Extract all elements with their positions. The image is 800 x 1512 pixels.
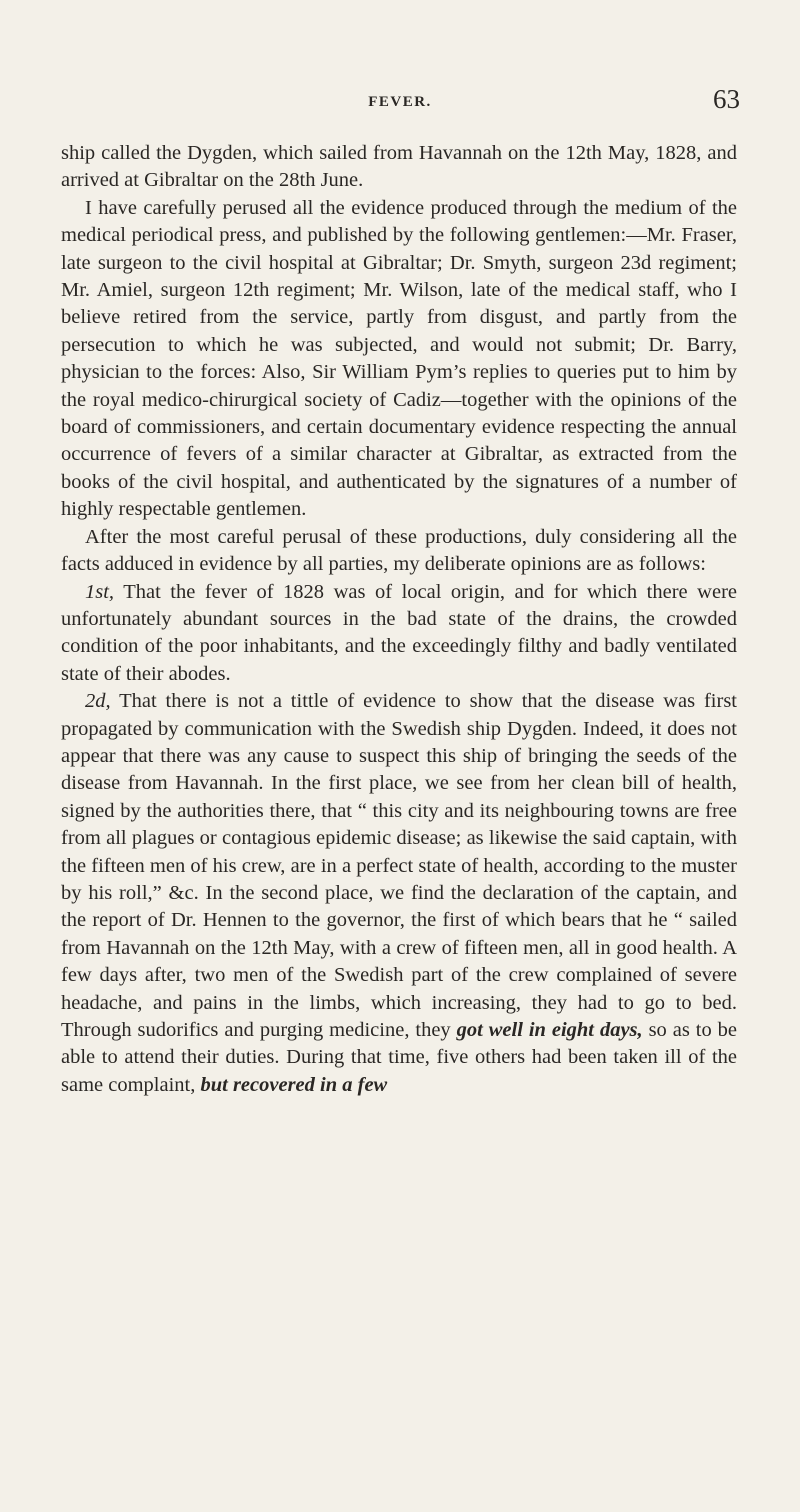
running-title: FEVER.	[368, 94, 432, 110]
paragraph	[61, 140, 737, 195]
emphasis-text: got well in eight days,	[456, 1019, 643, 1041]
paragraph-text: ship called the Dygden, which sailed from Havannah on the 12th May, 1828, and arrived at Gibraltar on the 28th June.	[61, 142, 737, 192]
paragraph-text: I have carefully perused all the evidence produced through the medium of the medical periodical press, and published by the following gentlemen:—Mr. Fraser, late surgeon to the civil hospital at Gibraltar; Dr. Smyth, surgeon 23d regiment; Mr. Amiel, surgeon 12th regiment; Mr. Wilson, late of the medical staff, who I believe retired from the service, partly from disgust, and partly from the persecution to which he was subjected, and would not submit; Dr. Barry, physician to the forces: Also, Sir William Pym’s replies to queries put to him by the royal medico-chirurgical society of Cadiz—together with the opinions of the board of commissioners, and certain documentary evidence respecting the annual occurrence of fevers of a similar character at Gibraltar, as extracted from the books of the civil hospital, and authenticated by the signatures of a number of highly respectable gentlemen.	[61, 196, 737, 521]
body-text	[61, 140, 737, 1099]
paragraph-text: so as to be able to attend their duties. During that time, five others had been taken ill of the same complaint,	[61, 1019, 737, 1096]
paragraph	[61, 524, 737, 579]
paragraph	[61, 579, 737, 689]
emphasis-text: 2d,	[85, 690, 111, 713]
paragraph-text: That there is not a tittle of evidence to show that the disease was first propagated by communication with the Swedish ship Dygden. Indeed, it does not appear that there was any cause to suspect this ship of bringing the seeds of the disease from Havannah. In the first place, we see from her clean bill of health, signed by the authorities there, that “ this city and its neighbouring towns are free from all plagues or contagious epidemic disease; as likewise the said captain, with the fifteen men of his crew, are in a perfect state of health, according to the muster by his roll,” &c. In the second place, we find the declaration of the captain, and the report of Dr. Hennen to the governor, the first of which bears that he “ sailed from Havannah on the 12th May, with a crew of fifteen men, all in good health. A few days after, two men of the Swedish part of the crew complained of severe headache, and pains in the limbs, which increasing, they had to go to bed. Through sudorifics and purging medicine, they	[61, 690, 737, 1041]
paragraph-text: After the most careful perusal of these productions, duly considering all the facts adduced in evidence by all parties, my deliberate opinions are as follows:	[61, 525, 737, 576]
paragraph-text: That the fever of 1828 was of local origin, and for which there were unfortunately abundant sources in the bad state of the drains, the crowded condition of the poor inhabitants, and the exceedingly filthy and badly ventilated state of their abodes.	[61, 580, 737, 685]
paragraph	[61, 195, 737, 524]
emphasis-text: 1st,	[85, 580, 115, 603]
running-head	[60, 86, 740, 126]
emphasis-text: but recovered in a few	[200, 1073, 388, 1096]
paragraph	[61, 688, 737, 1099]
page-number: 63	[713, 84, 740, 114]
